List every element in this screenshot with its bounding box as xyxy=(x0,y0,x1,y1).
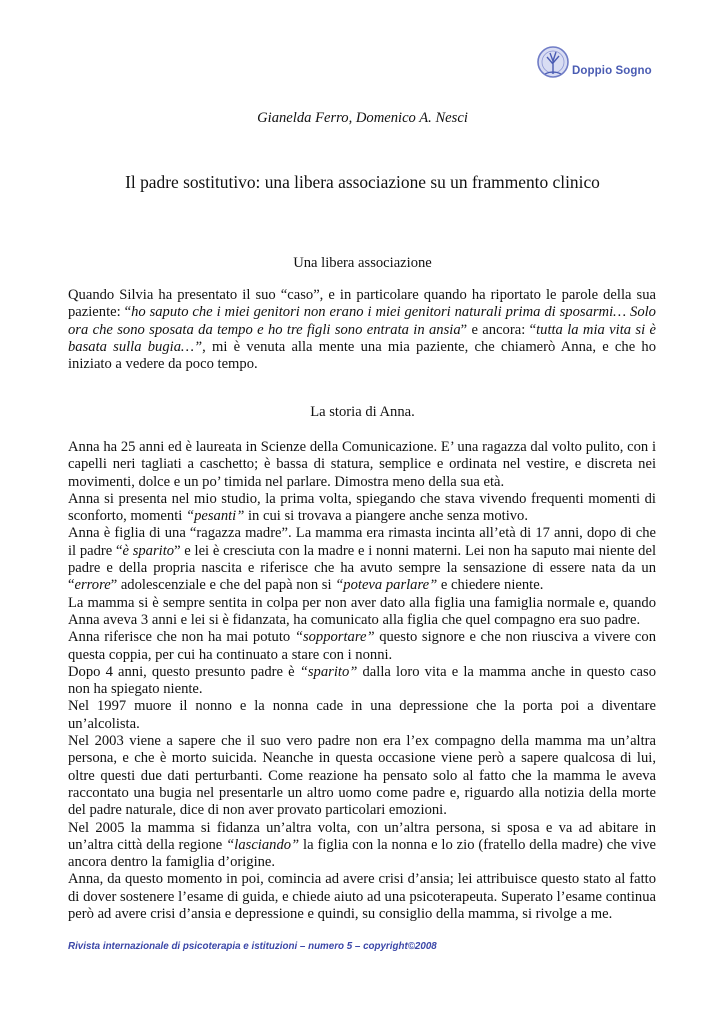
logo-text: Doppio Sogno xyxy=(572,65,652,77)
article-title: Il padre sostitutivo: una libera associazione su un frammento clinico xyxy=(125,172,600,192)
story-quote: è sparito xyxy=(122,542,175,559)
story-paragraph: Anna, da questo momento in poi, comincia ad avere crisi d’ansia; lei attribuisce questo stato al fatto di dover sostenere l’esame di guida, e chiede aiuto ad una psicoterapeuta. Superato l’esame continua però ad avere crisi d’ansia e depressione e quindi, su consiglio della mamma, si rivolge a me. xyxy=(68,871,656,923)
story-quote: “lasciando” xyxy=(226,836,300,853)
section-heading-libera-associazione: Una libera associazione xyxy=(293,255,432,271)
story-text: Anna è figlia di una “ragazza madre”. La mamma era rimasta incinta all’età di 17 anni, dopo di che il padre “ xyxy=(68,525,656,559)
story-text: questo signore e che non riusciva a vivere con questa coppia, per cui ha continuato a stare con i nonni. xyxy=(68,629,657,663)
story-paragraph xyxy=(68,820,656,872)
section-heading-storia-di-anna: La storia di Anna. xyxy=(310,404,415,420)
story-quote: “poteva parlare” xyxy=(335,577,438,594)
story-text: la figlia con la nonna e lo zio (fratello della madre) che vive ancora dentro la famiglia d’origine. xyxy=(68,836,656,871)
story-paragraph: Nel 2003 viene a sapere che il suo vero padre non era l’ex compagno della mamma ma un’altra persona, e che è morto suicida. Neanche in questa occasione viene però a sapere qualcosa di lui, oltre questi due dati perturbanti. Come reazione ha pensato solo al fatto che la mamma le aveva raccontato una bugia nel presentarle un altro uomo come padre e, riguardo alla notizia della morte del padre naturale, dice di non aver provato particolari emozioni. xyxy=(68,733,656,819)
tree-emblem-icon xyxy=(537,44,571,82)
patient-quote-2: tutta la mia vita si è basata sulla bugia…” xyxy=(68,321,656,355)
journal-footer: Rivista internazionale di psicoterapia e istituzioni – numero 5 – copyright©2008 xyxy=(68,941,437,952)
story-paragraph xyxy=(68,664,656,699)
story-text: in cui si trovava a piangere anche senza motivo. xyxy=(244,508,529,525)
doppio-sogno-logo xyxy=(537,44,667,84)
story-text: dalla loro vita e la mamma anche in questo caso non ha spiegato niente. xyxy=(68,663,656,698)
story-text: Anna riferisce che non ha mai potuto xyxy=(68,629,295,646)
story-paragraph: Anna ha 25 anni ed è laureata in Scienze della Comunicazione. E’ una ragazza dal volto pulito, con i capelli neri tagliati a caschetto; è bassa di statura, semplice e ordinata nel vestire, e discreta nei movimenti, dolce e un po’ timida nel parlare. Dimostra meno della sua età. xyxy=(68,439,656,490)
story-paragraph xyxy=(68,491,656,526)
intro-text: Quando Silvia ha presentato il suo “caso”, e in particolare quando ha riportato le parole della sua paziente: “ xyxy=(68,287,656,321)
story-quote: “pesanti” xyxy=(185,508,245,525)
authors: Gianelda Ferro, Domenico A. Nesci xyxy=(257,110,468,126)
story-text: Nel 2005 la mamma si fidanza un’altra volta, con un’altra persona, si sposa e va ad abitare in un’altra città della regione xyxy=(68,819,656,853)
story-quote: errore xyxy=(74,577,111,594)
intro-paragraph xyxy=(68,287,656,373)
story-paragraph xyxy=(68,629,656,664)
story-text: ” e lei è cresciuta con la madre e i nonni materni. Lei non ha saputo mai niente del padre e della propria nascita e riferisce che ha avuto sempre la sensazione di essere nata da un “ xyxy=(68,542,656,594)
story-text: e chiedere niente. xyxy=(437,577,544,594)
story-text: ” adolescenziale e che del papà non si xyxy=(110,577,336,594)
story-quote: “sparito” xyxy=(299,663,358,680)
story-paragraph: Nel 1997 muore il nonno e la nonna cade in una depressione che la porta poi a diventare un’alcolista. xyxy=(68,698,656,732)
story-paragraph xyxy=(68,525,656,594)
story-body xyxy=(68,439,656,923)
story-text: Dopo 4 anni, questo presunto padre è xyxy=(68,663,300,680)
story-quote: “sopportare” xyxy=(294,629,375,646)
story-text: Anna si presenta nel mio studio, la prima volta, spiegando che stava vivendo frequenti momenti di sconforto, momenti xyxy=(68,490,656,525)
story-paragraph: La mamma si è sempre sentita in colpa per non aver dato alla figlia una famiglia normale e, quando Anna aveva 3 anni e lei si è fidanzata, ha comunicato alla figlia che quel compagno era suo padre. xyxy=(68,594,656,628)
intro-text: ” e ancora: “ xyxy=(460,321,537,338)
intro-text: , mi è venuta alla mente una mia paziente, che chiamerò Anna, e che ho iniziato a vedere da poco tempo. xyxy=(68,338,656,373)
patient-quote-1: ho saputo che i miei genitori non erano i miei genitori naturali prima di sposarmi… Solo ora che sono sposata da tempo e ho tre figli sono entrata in ansia xyxy=(68,304,656,338)
